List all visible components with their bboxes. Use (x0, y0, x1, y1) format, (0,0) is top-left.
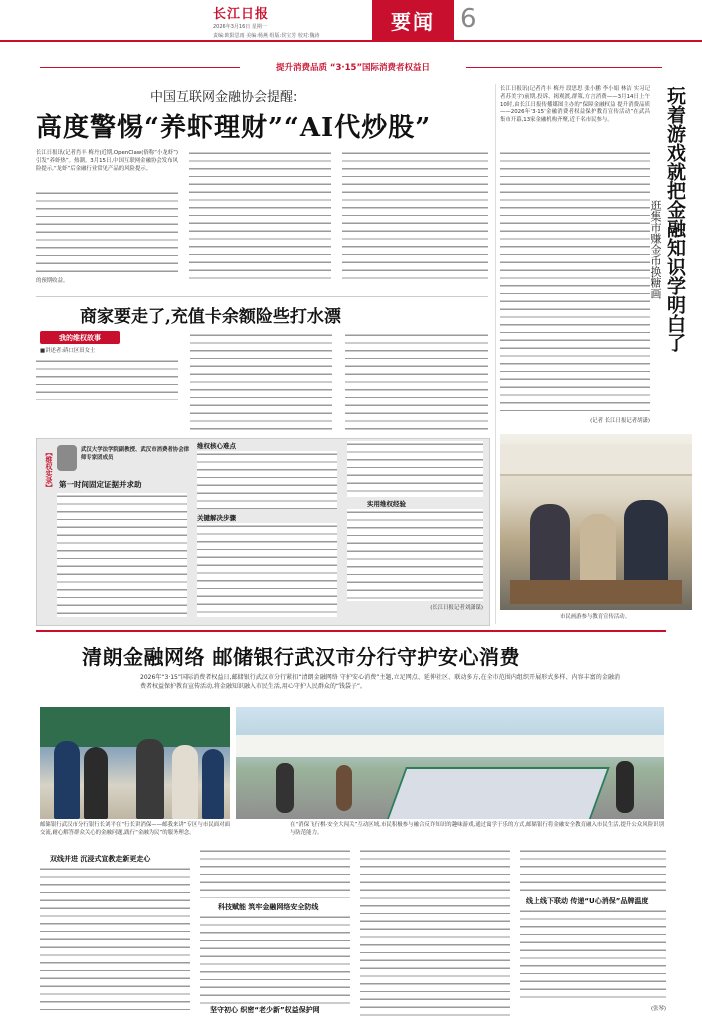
issue-date: 2026年3月16日 星期一 (213, 24, 267, 30)
page-number: 6 (460, 4, 477, 34)
staff-figure (84, 747, 108, 819)
story3-rule (36, 630, 666, 632)
section-title: 要闻 (391, 9, 435, 34)
story3-col1-text (40, 866, 190, 1016)
crowd-figure (336, 765, 352, 811)
story1-col2-text (189, 150, 331, 280)
story3-sub3: 坚守初心 织密“老少新”权益保护网 (210, 1006, 320, 1014)
masthead-rule (0, 40, 702, 42)
story1-col3-text (342, 150, 488, 280)
story3-headline: 清朗金融网络 邮储银行武汉市分行守护安心消费 (82, 645, 520, 669)
story2-col3-text (345, 332, 488, 432)
story2-byline: ■讲述者:硚口区田女士 (40, 348, 96, 354)
story3-photo1 (40, 707, 230, 819)
story1-headline: 高度警惕“养虾理财”“AI代炒股” (36, 113, 432, 143)
story2-sub2: 维权核心难点 (197, 442, 236, 450)
story3-end: (张琴) (651, 1006, 666, 1012)
sidebar-photo-caption: 市民画游参与教育宣传活动。 (560, 614, 631, 620)
story2-col2-text (190, 332, 332, 432)
staff-figure (172, 745, 198, 819)
story2-rule (36, 296, 488, 297)
story2-sidebar-label: 【维权实录】 (45, 449, 53, 491)
editors-credit: 责编:欧阳思雨 美编:杨燕 组版:侯宝芳 校对:魏涛 (213, 33, 320, 39)
sidebar-headline-main: 玩着游戏就把金融知识学明白了 (664, 86, 686, 352)
sidebar-end: (记者 长江日报记者胡潇) (590, 418, 650, 424)
story2-end: (长江日报记者刘潇谋) (430, 605, 483, 611)
story3-sub4: 线上线下联动 传递“U心消保”品牌温度 (526, 897, 649, 905)
sidebar-lead: 长江日报讯(记者肖丰 梅丹 段思思 张小鹏 李小娟 林洁 实习记者苏美宇)前期,投诉、揭观渡,群策,方言消费——3月14日上午10时,由长江日报传播媒图主办的“保障金融权益 提升消费品质——2026年‘3·15’金融消费者权益保护教育宣传活动”在武昌集市开幕,13家金融机构齐聚,近千名市民参与。 (500, 86, 650, 124)
expert-credit: 武汉大学法学院副教授、武汉市消费者协会律师专家团成员 (81, 447, 189, 461)
story1-col1-text (36, 190, 178, 278)
story2-sub3: 关键解决步骤 (197, 514, 236, 522)
story3-sub2: 科技赋能 筑牢金融网络安全防线 (218, 903, 319, 911)
tent-canopy (500, 444, 692, 476)
story1-col1-end: 的预期收益。 (36, 278, 69, 284)
banner-title: 提升消费品质 “3·15”国际消费者权益日 (275, 63, 431, 73)
story2-intro-text (36, 358, 178, 400)
newspaper-logo: 长江日报 (213, 7, 270, 22)
story3-sub1: 双线并进 沉浸式宣教走新更走心 (50, 855, 151, 863)
story2-sub1: 第一时间固定证据并求助 (59, 480, 142, 489)
story2-box-col3a (347, 441, 483, 497)
story2-expert-box (36, 438, 490, 626)
story3-col2b-text (200, 914, 350, 1004)
story1-body (36, 150, 488, 290)
sidebar-body-text (500, 150, 650, 414)
story1-lead: 长江日报讯(记者肖丰 梅丹)近期,OpenClaw(俗称“小龙虾”)引发“养虾热”。热潮。3月15日,中国互联网金融协会发布风险提示,“龙虾”后金融行业常见产品的风险提示。 (36, 150, 178, 172)
staff-figure (54, 741, 80, 819)
story3-col2a-text (200, 848, 350, 898)
banner-rule-right (466, 67, 662, 68)
column-tag (40, 331, 120, 344)
story2-sub4: 实用维权经验 (367, 500, 406, 508)
staff-figure (136, 739, 164, 819)
story3-photo2-caption: 在“消保飞行棋·安全大闯关”互动区域,市民积极参与融合反诈知识的趣味游戏,通过寓学于乐的方式,邮储银行将金融安全教育融入市民生活,提升公众风险识别与防范能力。 (290, 822, 664, 836)
sidebar-headline-sub: 逛集市赚金币换糖画 (649, 200, 662, 299)
story3-lead: 2026年“3·15”国际消费者权益日,邮储银行武汉市分行紧扣“清朗金融网络 守护安心消费”主题,立足网点、延伸社区、联动多方,在全市范围内组织开展形式多样、内容丰富的金融消费者权益保护教育宣传活动,将金融知识融入市民生活,用心守护人民群众的“钱袋子”。 (140, 674, 620, 690)
expert-avatar (57, 445, 77, 471)
story2-box-col2a (197, 451, 337, 509)
column-tag-label: 我的维权故事 (59, 333, 101, 342)
story2-box-col1 (57, 493, 187, 617)
crowd-figure (616, 761, 634, 813)
section-tab (372, 0, 454, 40)
sidebar-photo (500, 434, 692, 610)
story1-kicker: 中国互联网金融协会提醒: (150, 90, 298, 105)
banner-rule-left (40, 67, 240, 68)
staff-figure (202, 749, 224, 819)
story2-box-col3b (347, 509, 483, 601)
game-floor-mat (386, 767, 610, 819)
tent-row (236, 735, 664, 757)
story3-photo2 (236, 707, 664, 819)
booth-table (510, 580, 682, 604)
crowd-figure (276, 763, 294, 813)
story3-col4b-text (520, 908, 666, 1004)
story2-box-col2b (197, 523, 337, 617)
banner (0, 60, 702, 76)
story3-col3-text (360, 848, 510, 1016)
sidebar-divider (495, 84, 496, 624)
story3-photo1-caption: 邮储银行武汉市分行银行长刘平在“行长讲消保——邮我来讲”专区与市民面对面交流,耐心解答群众关心的金融问题,践行“金融为民”的服务理念。 (40, 822, 230, 836)
story2-headline: 商家要走了,充值卡余额险些打水漂 (80, 307, 341, 327)
story3-col4a-text (520, 848, 666, 892)
masthead (0, 0, 702, 42)
